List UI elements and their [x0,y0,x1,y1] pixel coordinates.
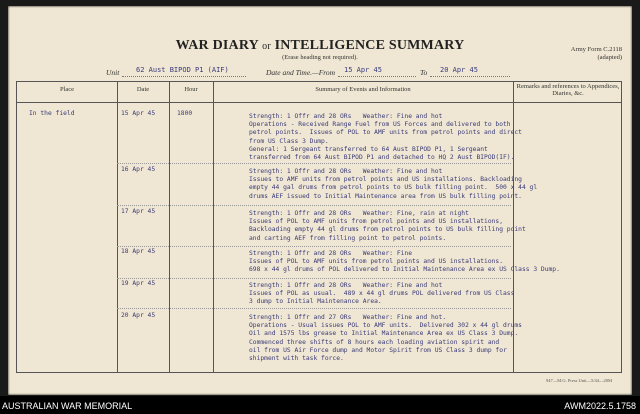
header-date: Date [136,86,150,93]
entry-date: 18 Apr 45 [121,248,156,255]
entry-date: 17 Apr 45 [121,208,156,215]
entry-hour: 1800 [177,110,193,117]
entry-summary: Strength: 1 Offr and 28 ORs Weather: Fine and hot Operations - Received Range Fuel from US Forces and delivered to both petrol points. Issues of POL to AMF units from petrol points and direct from US Class 3 Dump. General: 1 Sergeant transferred to 64 Aust BIPOD P1, 1 Sergeant transferred from 64 Aust BIPOD P1 and detached to HQ 2 Aust BIPOD(IF). [249,113,522,162]
unit-value: 62 Aust BIPOD P1 (AIF) [136,66,229,74]
entry-divider [117,278,511,279]
col-divider [213,82,214,372]
date-label: Date and Time.—From [266,68,336,77]
entry-summary: Strength: 1 Offr and 28 ORs Weather: Fine Issues of POL to AMF units from petrol points and US installations. 698 x 44 gl drums of POL delivered to Initial Maintenance Area ex US Class 3 Dump. [249,250,560,274]
col-divider [117,82,118,372]
unit-dotline [122,76,246,77]
entry-date: 20 Apr 45 [121,312,156,319]
entry-divider [117,308,511,309]
form-number: Army Form C.2118 (adapted) [570,46,622,61]
entry-divider [117,246,511,247]
entry-date: 15 Apr 45 [121,110,156,117]
page-subtitle: (Erase heading not required). [282,54,358,61]
col-divider [169,82,170,372]
date-to-value: 20 Apr 45 [440,66,478,74]
entry-summary: Strength: 1 Offr and 28 ORs Weather: Fine and hot Issues of POL as usual. 489 x 44 gl drums POL delivered from US Class 3 dump to Initial Maintenance Area. [249,282,515,306]
date-from-dotline [338,76,416,77]
archive-footer [0,396,640,414]
date-from-value: 15 Apr 45 [344,66,382,74]
header-remarks: Remarks and references to Appendices, Diaries, &c. [516,83,620,97]
printer-note: 947—M.G. Press Unit—5/44—20M [545,378,612,383]
entry-divider [117,163,511,164]
header-summary: Summary of Events and Information [315,86,411,93]
header-hour: Hour [184,86,198,93]
to-label: To [420,68,428,77]
date-to-dotline [430,76,510,77]
page-title: WAR DIARY or INTELLIGENCE SUMMARY [175,38,465,53]
place-value: In the field [29,110,75,117]
diary-table [16,81,622,373]
archive-name: AUSTRALIAN WAR MEMORIAL [2,401,133,411]
entry-summary: Strength: 1 Offr and 28 ORs Weather: Fine, rain at night Issues of POL to AMF units from petrol points and US installations, Backloading empty 44 gl drums from petrol points to US bulk filling point and carting AEF from filling point to petrol points. [249,210,526,242]
entry-summary: Strength: 1 Offr and 28 ORs Weather: Fine and hot Issues to AMF units from petrol points and US installations. Backloading empty 44 gal drums from petrol points to US bulk filling point. 500 x 44 gl drums AEF issued to Initial Maintenance area from US bulk filling point. [249,168,538,200]
archive-id: AWM2022.5.1758 [564,401,636,411]
header-place: Place [59,86,75,93]
entry-summary: Strength: 1 Offr and 27 ORs Weather: Fine and hot. Operations - Usual issues POL to AMF units. Delivered 302 x 44 gl drums Oil and 1575 lbs grease to Initial Maintenance Area ex US Class 3 Dump. Commenced three shifts of 8 hours each loading aviation spirit and oil from US Air Force dump and Motor Spirit from US Class 3 dump for shipment with task force. [249,314,522,363]
entry-date: 19 Apr 45 [121,280,156,287]
unit-label: Unit [106,68,120,77]
entry-date: 16 Apr 45 [121,166,156,173]
diary-page [8,6,632,395]
entry-divider [117,205,511,206]
